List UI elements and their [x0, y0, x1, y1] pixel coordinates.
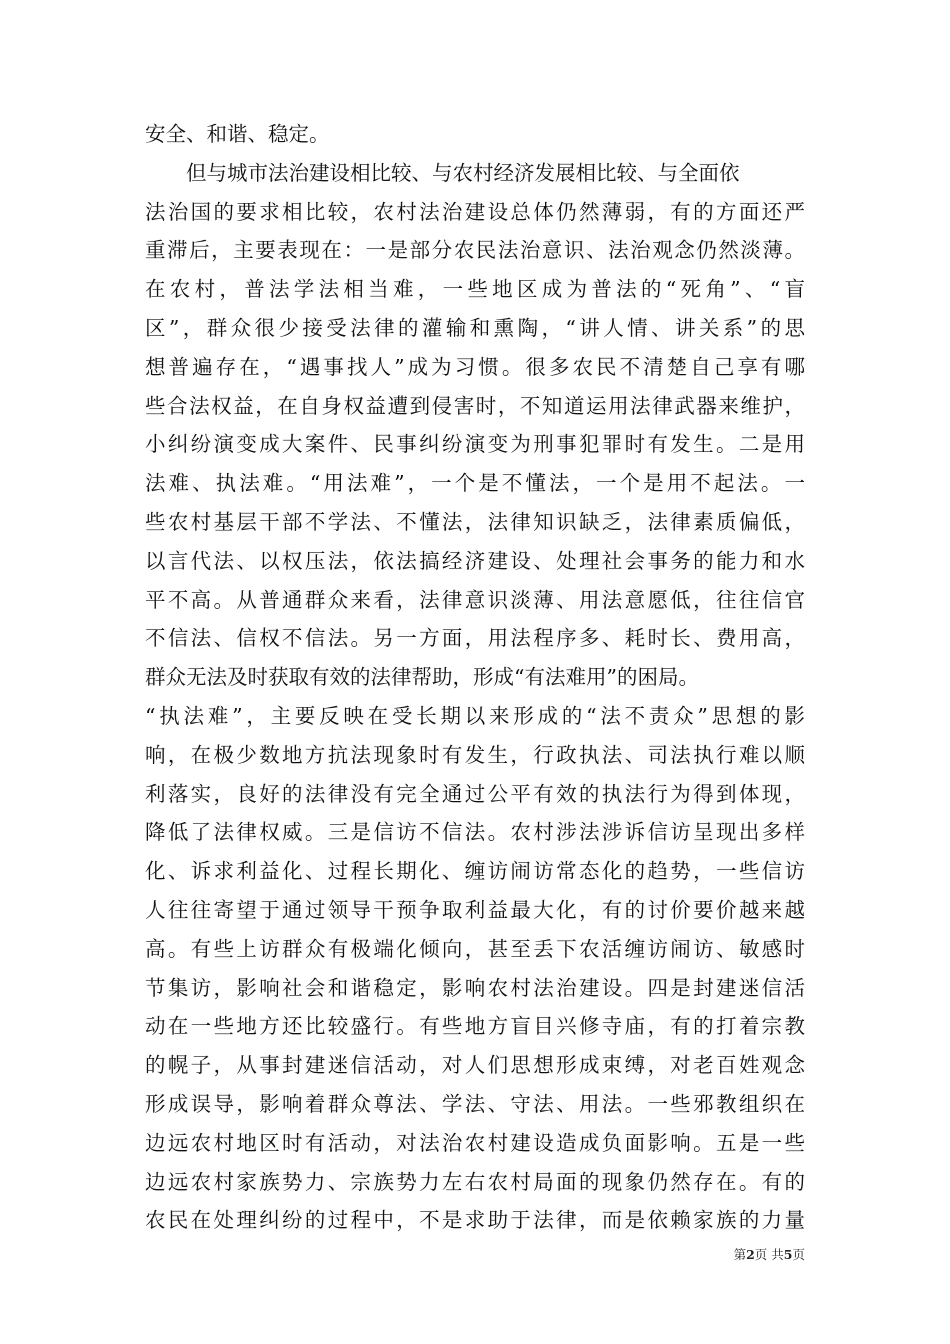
text-line: 降低了法律权威。三是信访不信法。农村涉法涉诉信访呈现出多样 — [145, 820, 805, 845]
page-number-footer — [734, 1247, 805, 1263]
body-text — [145, 115, 805, 1240]
paragraph-first-line: 但与城市法治建设相比较、与农村经济发展相比较、与全面依 — [186, 160, 740, 185]
current-page-number: 2 — [746, 1247, 755, 1262]
text-line: 边远农村地区时有活动，对法治农村建设造成负面影响。五是一些 — [145, 1130, 805, 1155]
text-line: 农民在处理纠纷的过程中，不是求助于法律，而是依赖家族的力量 — [145, 1208, 805, 1233]
text-line: 群众无法及时获取有效的法律帮助，形成“有法难用”的困局。 — [145, 665, 699, 690]
text-line: 边远农村家族势力、宗族势力左右农村局面的现象仍然存在。有的 — [145, 1169, 805, 1194]
text-line: 响，在极少数地方抗法现象时有发生，行政执法、司法执行难以顺 — [145, 742, 805, 767]
text-line: 在农村，普法学法相当难，一些地区成为普法的“死角”、“盲 — [145, 277, 805, 302]
total-page-number: 5 — [783, 1247, 793, 1262]
text-line: 高。有些上访群众有极端化倾向，甚至丢下农活缠访闹访、敏感时 — [145, 936, 805, 961]
text-line: “执法难”，主要反映在受长期以来形成的“法不责众”思想的影 — [145, 703, 805, 728]
text-line: 平不高。从普通群众来看，法律意识淡薄、用法意愿低，往往信官 — [145, 587, 805, 612]
text-line: 法难、执法难。“用法难”，一个是不懂法，一个是用不起法。一 — [145, 471, 805, 496]
text-line: 利落实，良好的法律没有完全通过公平有效的执法行为得到体现， — [145, 781, 805, 806]
text-line: 节集访，影响社会和谐稳定，影响农村法治建设。四是封建迷信活 — [145, 975, 805, 1000]
text-line: 化、诉求利益化、过程长期化、缠访闹访常态化的趋势，一些信访 — [145, 859, 805, 884]
text-line: 不信法、信权不信法。另一方面，用法程序多、耗时长、费用高， — [145, 626, 805, 651]
text-line: 小纠纷演变成大案件、民事纠纷演变为刑事犯罪时有发生。二是用 — [145, 432, 805, 457]
text-line: 动在一些地方还比较盛行。有些地方盲目兴修寺庙，有的打着宗教 — [145, 1014, 805, 1039]
footer-middle: 页 共 — [754, 1247, 784, 1262]
text-line: 法治国的要求相比较，农村法治建设总体仍然薄弱，有的方面还严 — [145, 199, 805, 224]
text-line: 安全、和谐、稳定。 — [145, 122, 330, 146]
text-line: 区”，群众很少接受法律的灌输和熏陶，“讲人情、讲关系”的思 — [145, 315, 805, 340]
text-line: 重滞后，主要表现在：一是部分农民法治意识、法治观念仍然淡薄。 — [145, 238, 805, 263]
text-line: 人往往寄望于通过领导干预争取利益最大化，有的讨价要价越来越 — [145, 897, 805, 922]
footer-suffix: 页 — [792, 1247, 805, 1262]
text-line: 想普遍存在，“遇事找人”成为习惯。很多农民不清楚自己享有哪 — [145, 354, 805, 379]
text-line: 些合法权益，在自身权益遭到侵害时，不知道运用法律武器来维护， — [145, 393, 805, 418]
footer-prefix: 第 — [733, 1247, 747, 1262]
text-line: 以言代法、以权压法，依法搞经济建设、处理社会事务的能力和水 — [145, 548, 805, 573]
text-line: 的幌子，从事封建迷信活动，对人们思想形成束缚，对老百姓观念 — [145, 1053, 805, 1078]
text-line: 些农村基层干部不学法、不懂法，法律知识缺乏，法律素质偏低， — [145, 509, 805, 534]
text-line: 形成误导，影响着群众尊法、学法、守法、用法。一些邪教组织在 — [145, 1091, 805, 1116]
